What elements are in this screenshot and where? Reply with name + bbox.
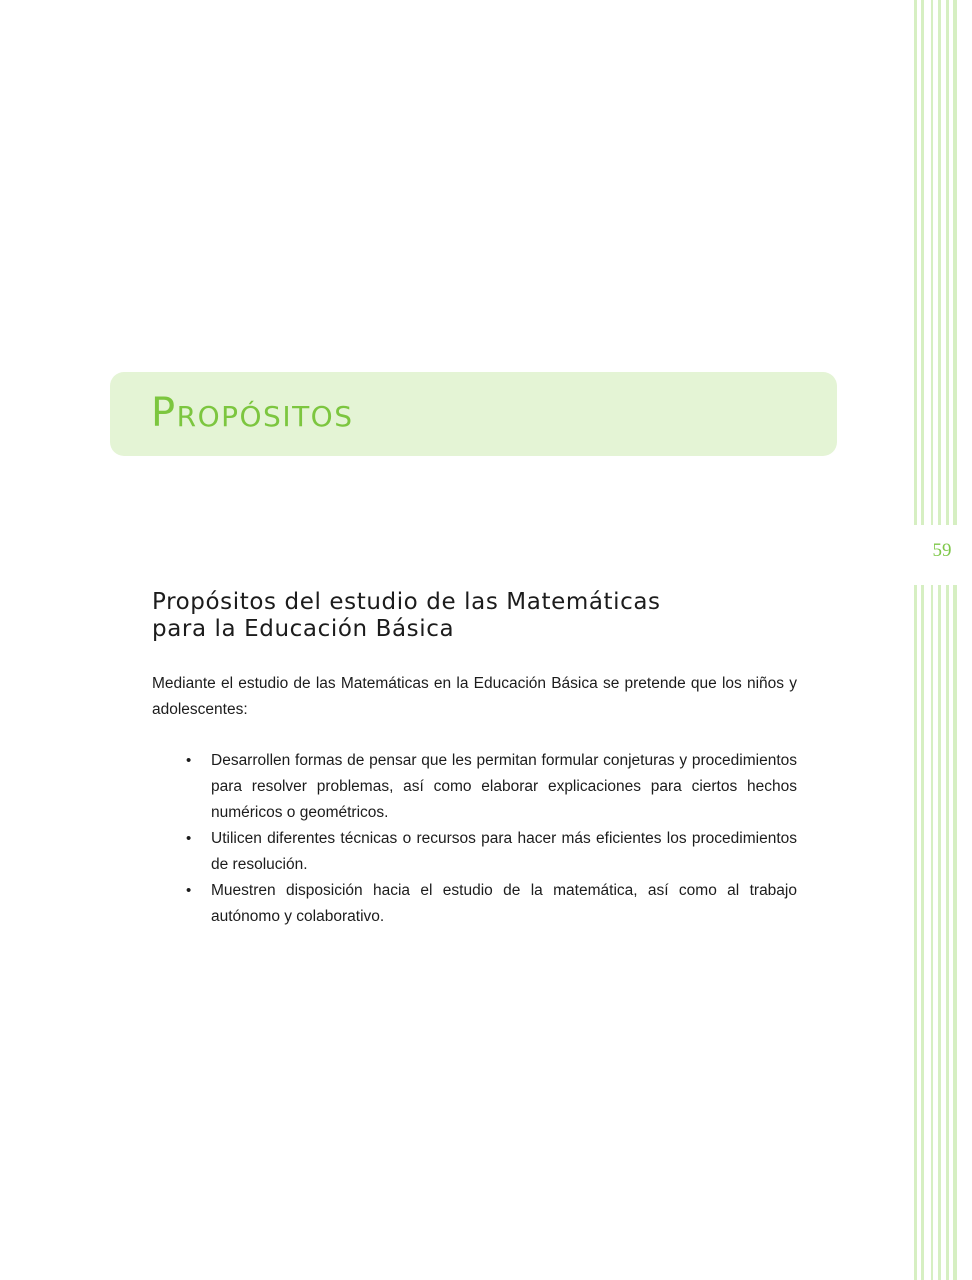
list-item — [186, 826, 797, 878]
list-item-text: Desarrollen formas de pensar que les permitan formular conjeturas y procedimientos para resolver problemas, así como elaborar explicaciones para ciertos hechos numéricos o geométricos. — [211, 752, 797, 821]
purpose-list — [186, 748, 797, 930]
decorative-stripes — [912, 0, 962, 1280]
subtitle — [152, 589, 792, 643]
intro-paragraph: Mediante el estudio de las Matemáticas en la Educación Básica se pretende que los niños y adolescentes: — [152, 675, 797, 718]
bullet: • — [186, 882, 192, 899]
list-item-text: Muestren disposición hacia el estudio de la matemática, así como al trabajo autónomo y colaborativo. — [211, 882, 797, 925]
stripe — [914, 0, 917, 1280]
section-banner — [110, 372, 837, 456]
stripe — [938, 0, 941, 1280]
subtitle-line-2: para la Educación Básica — [152, 616, 455, 642]
subtitle-line-1: Propósitos del estudio de las Matemáticas — [152, 589, 661, 615]
section-title: Propósitos — [151, 390, 354, 436]
page-number: 59 — [932, 540, 952, 561]
stripe — [946, 0, 949, 1280]
stripe — [931, 0, 933, 1280]
bullet: • — [186, 752, 192, 769]
stripe — [953, 0, 957, 1280]
stripe — [921, 0, 924, 1280]
list-item-text: Utilicen diferentes técnicas o recursos para hacer más eficientes los procedimientos de resolución. — [211, 830, 797, 873]
list-item — [186, 878, 797, 930]
bullet: • — [186, 830, 192, 847]
list-item — [186, 748, 797, 826]
